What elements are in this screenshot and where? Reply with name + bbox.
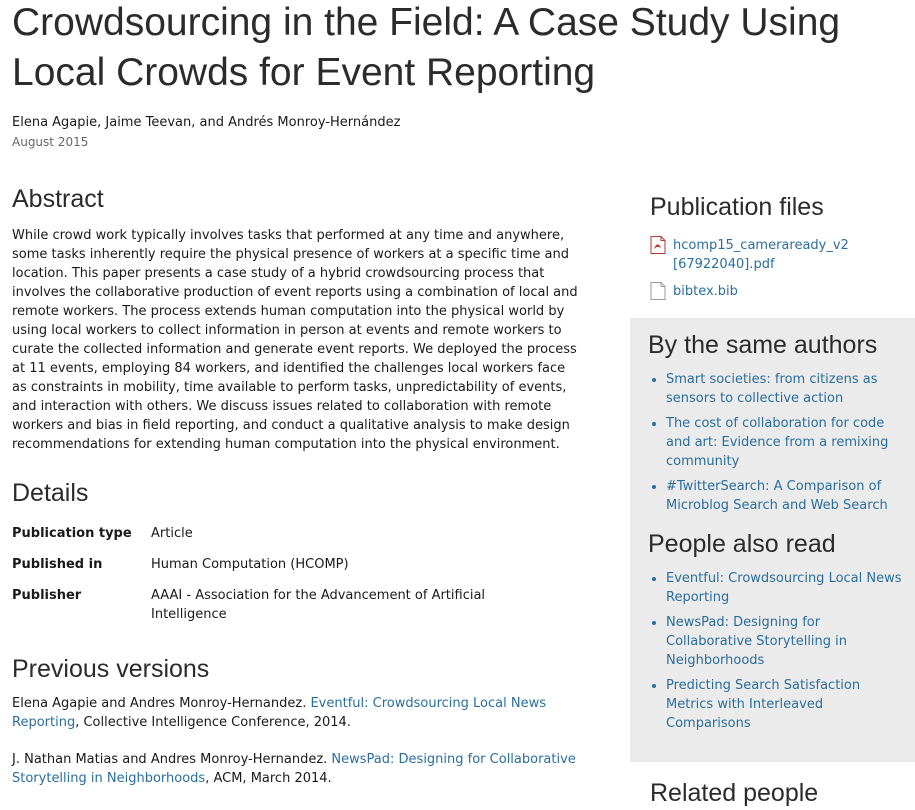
details-heading: Details <box>12 479 89 507</box>
list-item <box>666 569 903 607</box>
list-item <box>666 414 903 471</box>
details-row <box>12 524 496 555</box>
details-label: Publisher <box>12 588 82 603</box>
publication-files-heading: Publication files <box>650 193 824 221</box>
people-also-read-list <box>648 569 903 733</box>
also-read-link[interactable]: Predicting Search Satisfaction Metrics with Interleaved Comparisons <box>666 678 861 731</box>
people-also-read-heading: People also read <box>648 530 836 558</box>
previous-version-item <box>12 694 582 732</box>
details-label: Publication type <box>12 526 132 541</box>
details-value: Human Computation (HCOMP) <box>151 557 349 572</box>
related-people-heading: Related people <box>650 779 819 807</box>
list-item <box>666 370 903 408</box>
same-authors-heading: By the same authors <box>648 331 878 359</box>
pdf-download-link[interactable]: hcomp15_cameraready_v2 [67922040].pdf <box>673 238 849 272</box>
previous-version-authors: J. Nathan Matias and Andres Monroy-Hernandez. <box>12 752 332 767</box>
previous-version-link-eventful[interactable]: Eventful: Crowdsourcing Local News Reporting <box>12 696 546 730</box>
previous-versions-heading: Previous versions <box>12 655 210 683</box>
details-label: Published in <box>12 557 103 572</box>
list-item <box>666 613 903 670</box>
pdf-file-icon <box>650 236 666 254</box>
same-authors-link[interactable]: #TwitterSearch: A Comparison of Microblog Search and Web Search <box>666 479 888 513</box>
also-read-link[interactable]: Eventful: Crowdsourcing Local News Reporting <box>666 571 902 605</box>
text-file-icon <box>650 282 666 300</box>
main-content <box>12 182 582 788</box>
details-value: AAAI - Association for the Advancement of Artificial Intelligence <box>151 588 486 622</box>
previous-version-venue: , ACM, March 2014. <box>205 771 332 786</box>
publication-date: August 2015 <box>12 135 89 149</box>
file-item-pdf <box>650 236 915 274</box>
authors: Elena Agapie, Jaime Teevan, and Andrés Monroy-Hernández <box>12 115 401 130</box>
previous-version-link-newspad[interactable]: NewsPad: Designing for Collaborative Storytelling in Neighborhoods <box>12 752 576 786</box>
abstract-heading: Abstract <box>12 185 104 213</box>
list-item <box>666 676 903 733</box>
publication-files-panel <box>650 190 915 301</box>
list-item <box>666 477 903 515</box>
details-value: Article <box>151 526 193 541</box>
same-authors-link[interactable]: Smart societies: from citizens as sensors to collective action <box>666 372 878 406</box>
same-authors-list <box>648 370 903 515</box>
details-table <box>12 524 496 636</box>
sidebar-related-box <box>630 318 915 762</box>
previous-version-authors: Elena Agapie and Andres Monroy-Hernandez. <box>12 696 311 711</box>
same-authors-link[interactable]: The cost of collaboration for code and art: Evidence from a remixing community <box>666 416 889 469</box>
previous-version-item <box>12 750 582 788</box>
abstract-text: While crowd work typically involves tasks that performed at any time and anywhere, some tasks inherently require the physical presence of workers at a specific time and location. This paper presents a case study of a hybrid crowdsourcing process that involves the collaborative production of event reports using a combination of local and remote workers. The process extends human computation into the physical world by using local workers to collect information in person at events and remote workers to curate the collected information and generate event reports. We deployed the process at 11 events, employing 84 workers, and identified the challenges local workers face as constraints in mobility, time available to perform tasks, unpredictability of events, and interaction with others. We discuss issues related to collaboration with remote workers and bias in field reporting, and conduct a qualitative analysis to make design recommendations for extending human computation into the physical environment. <box>12 228 578 452</box>
details-row <box>12 555 496 586</box>
file-item-bib <box>650 282 915 301</box>
details-row <box>12 586 496 636</box>
also-read-link[interactable]: NewsPad: Designing for Collaborative Storytelling in Neighborhoods <box>666 615 848 668</box>
bibtex-download-link[interactable]: bibtex.bib <box>673 284 738 299</box>
previous-version-venue: , Collective Intelligence Conference, 2014. <box>75 715 351 730</box>
page-title: Crowdsourcing in the Field: A Case Study Using Local Crowds for Event Reporting <box>12 1 841 94</box>
